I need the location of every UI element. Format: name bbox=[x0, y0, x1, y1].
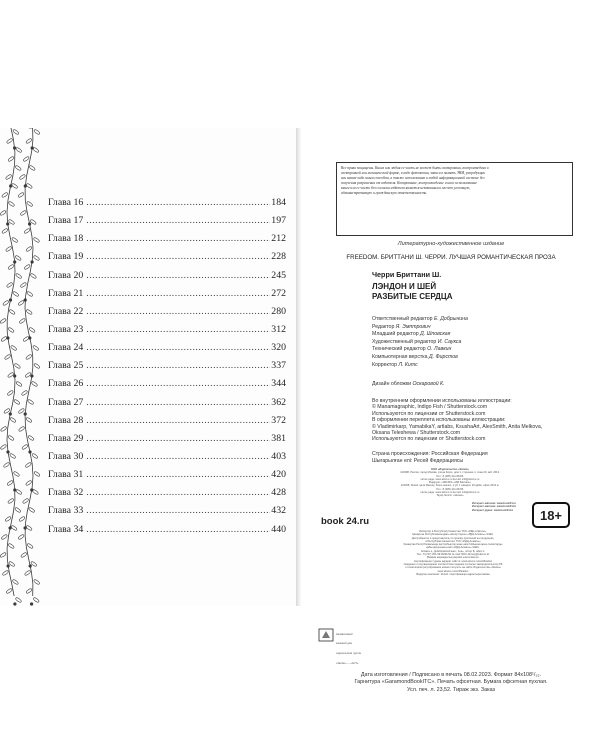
distributor-line: Қазақстан Республикасында дистрибьютор және өнім бойынша арыз-талаптарды bbox=[403, 543, 503, 547]
publisher-line: 123308, Россия, город Москва, улица Зорге, дом 1, строение 1, этаж 20, каб. 2013. bbox=[400, 471, 500, 475]
toc-leader-dots bbox=[83, 521, 270, 539]
publisher-line: Тауар белгісі: «Эксмо» bbox=[436, 494, 464, 498]
toc-entry bbox=[48, 339, 286, 357]
credit-row bbox=[372, 316, 468, 324]
vine-leaf bbox=[26, 525, 33, 531]
vine-leaf bbox=[26, 183, 33, 189]
vine-bud bbox=[6, 336, 9, 339]
toc-entry bbox=[48, 375, 286, 393]
toc-chapter-label: Глава 16 bbox=[48, 197, 84, 208]
series-name: FREEDOM. БРИТТАНИ Ш. ЧЕРРИ. ЛУЧШАЯ РОМАНТИЧЕСКАЯ ПРОЗА bbox=[346, 254, 556, 261]
illustration-line: Используются по лицензии от Shutterstock.com bbox=[372, 410, 486, 417]
book-title-line1: ЛЭНДОН И ШЕЙ bbox=[372, 282, 437, 291]
vine-bud bbox=[9, 298, 12, 301]
illustration-line: © Manamagraphic, Indigo Fish / Shutterstock.com bbox=[372, 404, 488, 411]
toc-entry bbox=[48, 267, 286, 285]
vine-leaf bbox=[14, 507, 21, 513]
publisher-line: Тел.: 8 (495) 411-68-86. bbox=[436, 487, 464, 491]
vine-leaf bbox=[15, 165, 22, 171]
vine-leaf bbox=[12, 291, 19, 297]
distributor-line: Тел.: 8 (727) 251-59-90/91/92; E-mail: RDC-Almaty@eksmo.kz bbox=[416, 553, 490, 557]
print-line: Усл. печ. л. 23,52. Тираж экз. Заказ bbox=[406, 686, 495, 693]
vine-bud bbox=[13, 488, 16, 491]
toc-page-number: 403 bbox=[271, 450, 286, 462]
distributor-line: Қазақстан Республикасындағы импорттаушы «РДЦ-Алматы» ЖШС. bbox=[412, 533, 494, 537]
publisher-line: Өндіруші: «ЭКСМО» АҚБ Баспасы, bbox=[428, 481, 472, 485]
credit-row bbox=[372, 362, 468, 370]
vine-leaf bbox=[20, 282, 27, 288]
toc-chapter-label: Глава 18 bbox=[48, 233, 84, 245]
toc-chapter-label: Глава 26 bbox=[48, 378, 84, 390]
vine-leaf bbox=[8, 435, 15, 441]
credit-row bbox=[372, 354, 468, 362]
toc-leader-dots bbox=[83, 321, 270, 339]
vine-leaf bbox=[19, 318, 26, 324]
vine-leaf bbox=[20, 210, 27, 216]
illustration-line: © Vladimirkarp, YamabikaY, artlabs, KsushaArt, AlexSmith, Anita Melkova, bbox=[372, 423, 543, 430]
vine-leaf bbox=[28, 507, 35, 513]
toc-page-number: 372 bbox=[271, 414, 286, 426]
vine-leaf bbox=[26, 309, 33, 315]
vine-leaf bbox=[8, 156, 15, 162]
vine-leaf bbox=[15, 255, 22, 261]
toc-chapter-label: Глава 34 bbox=[48, 523, 84, 535]
origin-line: Страна происхождения: Российская Федерация bbox=[372, 451, 488, 457]
vine-leaf bbox=[33, 237, 40, 243]
vine-leaf bbox=[25, 354, 32, 360]
vine-bud bbox=[6, 222, 9, 225]
vine-bud bbox=[13, 374, 16, 377]
author-name: Черри Бриттани Ш. bbox=[372, 270, 442, 279]
vine-leaf bbox=[1, 534, 8, 540]
vine-leaf bbox=[26, 246, 33, 252]
credit-name: Д. Шповская bbox=[420, 331, 451, 338]
vine-bud bbox=[30, 374, 33, 377]
vine-leaf bbox=[18, 534, 25, 540]
vine-bud bbox=[9, 412, 12, 415]
vine-leaf bbox=[0, 318, 7, 324]
vine-bud bbox=[30, 602, 33, 605]
web-store-line: Интернет-дүкен: www.book24.kz bbox=[472, 508, 514, 512]
vine-leaf bbox=[27, 543, 34, 549]
vine-leaf bbox=[11, 525, 18, 531]
vine-leaf bbox=[18, 192, 25, 198]
vine-leaf bbox=[25, 372, 32, 378]
vine-leaf bbox=[20, 552, 27, 558]
editorial-credits bbox=[372, 316, 468, 369]
vine-leaf bbox=[0, 552, 7, 558]
toc-chapter-label: Глава 30 bbox=[48, 450, 84, 462]
publisher-line: Тел.: 8 (495) 411-68-86. bbox=[436, 474, 464, 478]
distributor-line: қабылдаушының өкілі «РДЦ-Алматы» ЖШС, bbox=[426, 546, 480, 550]
vine-leaf bbox=[0, 426, 7, 432]
toc-leader-dots bbox=[83, 484, 270, 502]
vine-leaf bbox=[3, 462, 10, 468]
vine-leaf bbox=[4, 354, 11, 360]
toc-page-number: 440 bbox=[271, 523, 286, 535]
emblem-caption bbox=[336, 626, 361, 672]
vine-leaf bbox=[7, 390, 14, 396]
toc-page-number: 197 bbox=[271, 215, 286, 227]
vine-leaf bbox=[25, 480, 32, 486]
vine-leaf bbox=[25, 462, 32, 468]
toc-entry bbox=[48, 394, 286, 412]
toc-page-number: 245 bbox=[271, 269, 286, 281]
toc-leader-dots bbox=[83, 285, 270, 303]
toc-leader-dots bbox=[83, 357, 270, 375]
distributor-line: Сведения о подтверждении соответствия издания согласно законодательству РФ bbox=[403, 562, 503, 566]
toc-entry bbox=[48, 194, 286, 212]
emblem-caption-line: «Эксмо» — «АСТ» bbox=[336, 662, 359, 666]
credit-name: Л. Китс bbox=[398, 361, 418, 368]
credit-role: Редактор bbox=[372, 323, 395, 330]
table-of-contents bbox=[48, 194, 286, 539]
vine-leaf bbox=[33, 255, 40, 261]
vine-bud bbox=[9, 184, 12, 187]
edition-type: Литературно-художественное издание bbox=[397, 241, 505, 247]
toc-leader-dots bbox=[83, 448, 270, 466]
vine-leaf bbox=[26, 201, 33, 207]
vine-bud bbox=[29, 564, 32, 567]
toc-page-number: 228 bbox=[271, 251, 286, 263]
credit-role: Технический редактор bbox=[372, 346, 426, 353]
toc-page-number: 312 bbox=[271, 323, 286, 335]
vine-leaf bbox=[11, 183, 18, 189]
credit-role: Ответственный редактор bbox=[372, 316, 433, 322]
emblem-caption-line: Независимый bbox=[336, 632, 353, 636]
vine-leaf bbox=[9, 453, 16, 459]
cover-design-credit bbox=[372, 381, 445, 387]
vine-leaf bbox=[15, 489, 22, 495]
book24-logo: book 24.ru bbox=[321, 516, 370, 527]
vine-leaf bbox=[23, 156, 30, 162]
vine-leaf bbox=[1, 192, 8, 198]
vine-bud bbox=[24, 412, 27, 415]
vine-leaf bbox=[34, 471, 41, 477]
toc-leader-dots bbox=[83, 375, 270, 393]
country-of-origin bbox=[372, 451, 488, 464]
vine-leaf bbox=[2, 570, 9, 576]
print-line: Гарнитура «GaramondBookITC». Печать офсетная. Бумага офсетная пухлая. bbox=[354, 679, 548, 686]
illustration-credits bbox=[372, 398, 594, 443]
distributor-line: Алматы қ., Домбровский көш., 3«а», литер Б, офис 1. bbox=[420, 549, 486, 553]
publisher-info bbox=[370, 468, 530, 498]
vine-leaf bbox=[13, 399, 20, 405]
toc-entry bbox=[48, 285, 286, 303]
vine-leaf bbox=[5, 516, 12, 522]
vine-leaf bbox=[16, 381, 23, 387]
vine-leaf bbox=[1, 228, 8, 234]
toc-chapter-label: Глава 19 bbox=[48, 251, 84, 263]
vine-leaf bbox=[1, 336, 8, 342]
distributor-line: в Республике Казахстан: ТОО «РДЦ-Алматы» bbox=[425, 539, 481, 543]
toc-chapter-label: Глава 17 bbox=[48, 215, 84, 227]
vine-leaf bbox=[8, 543, 15, 549]
credit-name: О. Лавкин bbox=[427, 346, 452, 353]
toc-entry bbox=[48, 484, 286, 502]
vine-leaf bbox=[23, 336, 30, 342]
toc-chapter-label: Глава 27 bbox=[48, 396, 84, 408]
vine-leaf bbox=[7, 480, 14, 486]
toc-page-number: 337 bbox=[271, 360, 286, 372]
vine-bud bbox=[6, 450, 9, 453]
credit-role: Компьютерная верстка bbox=[372, 353, 428, 360]
vine-leaf bbox=[7, 372, 14, 378]
vine-leaf bbox=[2, 300, 9, 306]
vine-leaf bbox=[24, 570, 31, 576]
toc-chapter-label: Глава 33 bbox=[48, 505, 84, 517]
illustration-line: Используются по лицензии от Shutterstock.com bbox=[372, 436, 486, 443]
legal-line: или каким-либо иным способом, а также использована в любой информационной системе без bbox=[341, 176, 485, 180]
vine-leaf bbox=[15, 597, 22, 603]
vine-leaf bbox=[19, 516, 26, 522]
vine-leaf bbox=[32, 345, 39, 351]
toc-page-number: 280 bbox=[271, 305, 286, 317]
origin-line: Шығарылған елі: Ресей Федерациясы bbox=[372, 457, 464, 464]
toc-entry bbox=[48, 430, 286, 448]
toc-entry bbox=[48, 412, 286, 430]
vine-leaf bbox=[9, 309, 16, 315]
vine-leaf bbox=[26, 588, 33, 594]
vine-leaf bbox=[33, 129, 40, 135]
vine-leaf bbox=[11, 237, 18, 243]
vine-leaf bbox=[0, 444, 7, 450]
toc-entry bbox=[48, 248, 286, 266]
toc-leader-dots bbox=[83, 303, 270, 321]
vine-bud bbox=[7, 564, 10, 567]
toc-entry bbox=[48, 357, 286, 375]
vine-leaf bbox=[6, 588, 13, 594]
vine-leaf bbox=[31, 453, 38, 459]
vine-bud bbox=[9, 526, 12, 529]
distributor-line: www.eksmo.ru/certification bbox=[437, 569, 469, 573]
vine-leaf bbox=[27, 399, 34, 405]
vine-leaf bbox=[21, 390, 28, 396]
credit-row bbox=[372, 346, 468, 354]
print-line: Дата изготовления / Подписано в печать 08.02.2023. Формат 84x108¹/₃₂. bbox=[360, 672, 542, 678]
vine-bud bbox=[28, 336, 31, 339]
credit-role: Корректор bbox=[372, 361, 397, 368]
vine-leaf bbox=[6, 138, 13, 144]
toc-leader-dots bbox=[83, 248, 270, 266]
distributor-line: о техническом регулировании можно получить на сайте Издательства «Эксмо» bbox=[405, 566, 501, 570]
toc-page-number: 212 bbox=[271, 233, 286, 245]
vine-leaf bbox=[26, 291, 33, 297]
legal-line: книги или ее части без согласия издателя является незаконным и влечет уголовную, bbox=[341, 186, 471, 190]
vine-leaf bbox=[31, 381, 38, 387]
vine-leaf bbox=[12, 579, 19, 585]
vine-leaf bbox=[5, 174, 12, 180]
emblem-caption-line: книжный дом bbox=[336, 642, 352, 646]
vine-leaf bbox=[15, 273, 22, 279]
toc-entry bbox=[48, 466, 286, 484]
vine-bud bbox=[30, 488, 33, 491]
vine-leaf bbox=[33, 363, 40, 369]
vine-bud bbox=[31, 146, 34, 149]
book-title-line2: РАЗБИТЫЕ СЕРДЦА bbox=[372, 292, 453, 301]
vine-leaf bbox=[24, 264, 31, 270]
distributor-line: Сертификация туралы ақпарат сайтта: www.eksmo.ru/certification bbox=[413, 559, 493, 563]
print-details bbox=[302, 672, 600, 694]
credit-name: И. Саукса bbox=[437, 338, 462, 345]
toc-chapter-label: Глава 31 bbox=[48, 469, 84, 481]
legal-line: электронной или механической форме, в виде фотокопии, записи в память ЭВМ, репродукции bbox=[341, 171, 486, 175]
toc-leader-dots bbox=[83, 412, 270, 430]
vine-bud bbox=[13, 260, 16, 263]
toc-leader-dots bbox=[83, 502, 270, 520]
toc-entry bbox=[48, 321, 286, 339]
cover-credit-role: Дизайн обложки bbox=[372, 381, 412, 387]
publisher-line: Home page: www.eksmo.ru E-mail: info@eksmo.ru bbox=[420, 491, 480, 495]
toc-chapter-label: Глава 25 bbox=[48, 360, 84, 372]
publisher-emblem-icon bbox=[318, 628, 334, 642]
vine-leaf bbox=[29, 165, 36, 171]
toc-page-number: 320 bbox=[271, 342, 286, 354]
toc-page-number: 381 bbox=[271, 432, 286, 444]
vine-leaf bbox=[15, 147, 22, 153]
toc-page-number: 184 bbox=[271, 197, 286, 208]
toc-page-number: 344 bbox=[271, 378, 286, 390]
vine-bud bbox=[13, 146, 16, 149]
vine-stem bbox=[25, 128, 33, 596]
vine-leaf bbox=[14, 363, 21, 369]
legal-line: Все права защищены. Книга или любая ее часть не может быть скопирована, воспроизведена в bbox=[341, 166, 489, 170]
vine-leaf bbox=[21, 444, 28, 450]
toc-page-number: 432 bbox=[271, 505, 286, 517]
vine-leaf bbox=[18, 426, 25, 432]
toc-leader-dots bbox=[83, 394, 270, 412]
age-rating-badge: 18+ bbox=[532, 502, 570, 528]
publisher-line: 123308, Ресей, қала Мәскеу, Зорге көшесі, 1 үй, 1 ғимарат, 20 қабат, офис 2013 ж. bbox=[400, 484, 500, 488]
toc-chapter-label: Глава 29 bbox=[48, 432, 84, 444]
vine-leaf bbox=[28, 435, 35, 441]
toc-leader-dots bbox=[83, 267, 270, 285]
toc-leader-dots bbox=[83, 430, 270, 448]
toc-page-number: 428 bbox=[271, 487, 286, 499]
vine-leaf bbox=[18, 408, 25, 414]
vine-bud bbox=[24, 526, 27, 529]
distributor-line: Өндірген мемлекет: Ресей. Сертификация қарастырылмаған bbox=[416, 572, 490, 576]
vine-leaf bbox=[33, 597, 40, 603]
vine-leaf bbox=[6, 282, 13, 288]
vine-leaf bbox=[0, 210, 6, 216]
vine-bud bbox=[13, 602, 16, 605]
toc-entry bbox=[48, 502, 286, 520]
toc-entry bbox=[48, 521, 286, 539]
vine-bud bbox=[28, 450, 31, 453]
toc-chapter-label: Глава 20 bbox=[48, 269, 84, 281]
toc-leader-dots bbox=[83, 212, 270, 230]
vine-leaf bbox=[8, 327, 15, 333]
toc-page-number: 420 bbox=[271, 469, 286, 481]
vine-bud bbox=[24, 298, 27, 301]
vine-leaf bbox=[18, 300, 25, 306]
vine-leaf bbox=[25, 138, 32, 144]
distributor-line: Өнімнің жарамдылық мерзімі шектелмеген. bbox=[426, 556, 480, 560]
vine-leaf bbox=[13, 471, 20, 477]
vine-leaf bbox=[22, 498, 29, 504]
toc-chapter-label: Глава 21 bbox=[48, 287, 84, 299]
toc-chapter-label: Глава 28 bbox=[48, 414, 84, 426]
distributor-info bbox=[368, 530, 538, 576]
vine-leaf bbox=[24, 228, 31, 234]
web-store-line: Интернет-магазин: www.book24.ru bbox=[472, 502, 516, 505]
toc-leader-dots bbox=[83, 339, 270, 357]
vine-leaf bbox=[33, 579, 40, 585]
illustration-line: Во внутреннем оформлении использованы иллюстрации: bbox=[372, 398, 512, 404]
vine-stem bbox=[7, 128, 15, 596]
vine-leaf bbox=[10, 345, 17, 351]
toc-leader-dots bbox=[83, 230, 270, 248]
web-store-line: Интернет-магазин: www.book24.kz bbox=[472, 505, 516, 509]
toc-entry bbox=[48, 448, 286, 466]
toc-entry bbox=[48, 212, 286, 230]
credit-name: Д. Фирстов bbox=[429, 353, 458, 360]
credit-role: Младший редактор bbox=[372, 331, 419, 338]
illustration-line: Oksana Teleshewa / Shutterstock.com bbox=[372, 430, 461, 437]
vine-leaf bbox=[26, 417, 33, 423]
vine-leaf bbox=[19, 174, 26, 180]
vine-leaf bbox=[5, 246, 12, 252]
vine-leaf bbox=[8, 264, 15, 270]
vine-bud bbox=[30, 260, 33, 263]
toc-leader-dots bbox=[83, 194, 270, 212]
emblem-caption-line: издательская группа bbox=[336, 652, 361, 656]
credit-name: Е. Добрынина bbox=[433, 316, 468, 322]
toc-leader-dots bbox=[83, 466, 270, 484]
credit-name: Я. Эмптрович bbox=[395, 323, 431, 330]
toc-chapter-label: Глава 23 bbox=[48, 323, 84, 335]
vine-leaf bbox=[10, 417, 17, 423]
toc-page-number: 272 bbox=[271, 287, 286, 299]
vine-leaf bbox=[8, 201, 15, 207]
legal-line: получения разрешения от издателя. Копирование, воспроизведение и иное использование bbox=[341, 181, 478, 185]
floral-border-ornament bbox=[0, 128, 42, 606]
credit-row bbox=[372, 331, 468, 339]
distributor-line: Дистрибьютор и представитель по приему претензий на продукцию, bbox=[411, 536, 495, 540]
vine-bud bbox=[28, 222, 31, 225]
illustration-line: В оформлении переплета использованы иллюстрации: bbox=[372, 417, 506, 424]
publisher-line: ООО «Издательство «Эксмо» bbox=[431, 468, 469, 471]
toc-entry bbox=[48, 230, 286, 248]
toc-page-number: 362 bbox=[271, 396, 286, 408]
toc-chapter-label: Глава 22 bbox=[48, 305, 84, 317]
toc-chapter-label: Глава 24 bbox=[48, 342, 84, 354]
vine-bud bbox=[24, 184, 27, 187]
toc-chapter-label: Глава 32 bbox=[48, 487, 84, 499]
vine-leaf bbox=[7, 498, 14, 504]
distributor-line: Импортёр в Республику Казахстан ТОО «РДЦ-Алматы». bbox=[419, 530, 487, 533]
copyright-notice-box bbox=[336, 162, 573, 236]
web-store-info bbox=[472, 502, 530, 512]
legal-line: административную и гражданскую ответственность. bbox=[341, 191, 428, 195]
cover-credit-name: Оскаровой К. bbox=[412, 381, 445, 387]
vine-leaf bbox=[29, 327, 36, 333]
vine-leaf bbox=[30, 273, 37, 279]
publisher-line: Home page: www.eksmo.ru E-mail: info@eksmo.ru bbox=[420, 477, 480, 481]
credit-role: Художественный редактор bbox=[372, 338, 437, 345]
vine-leaf bbox=[12, 129, 19, 135]
toc-entry bbox=[48, 303, 286, 321]
